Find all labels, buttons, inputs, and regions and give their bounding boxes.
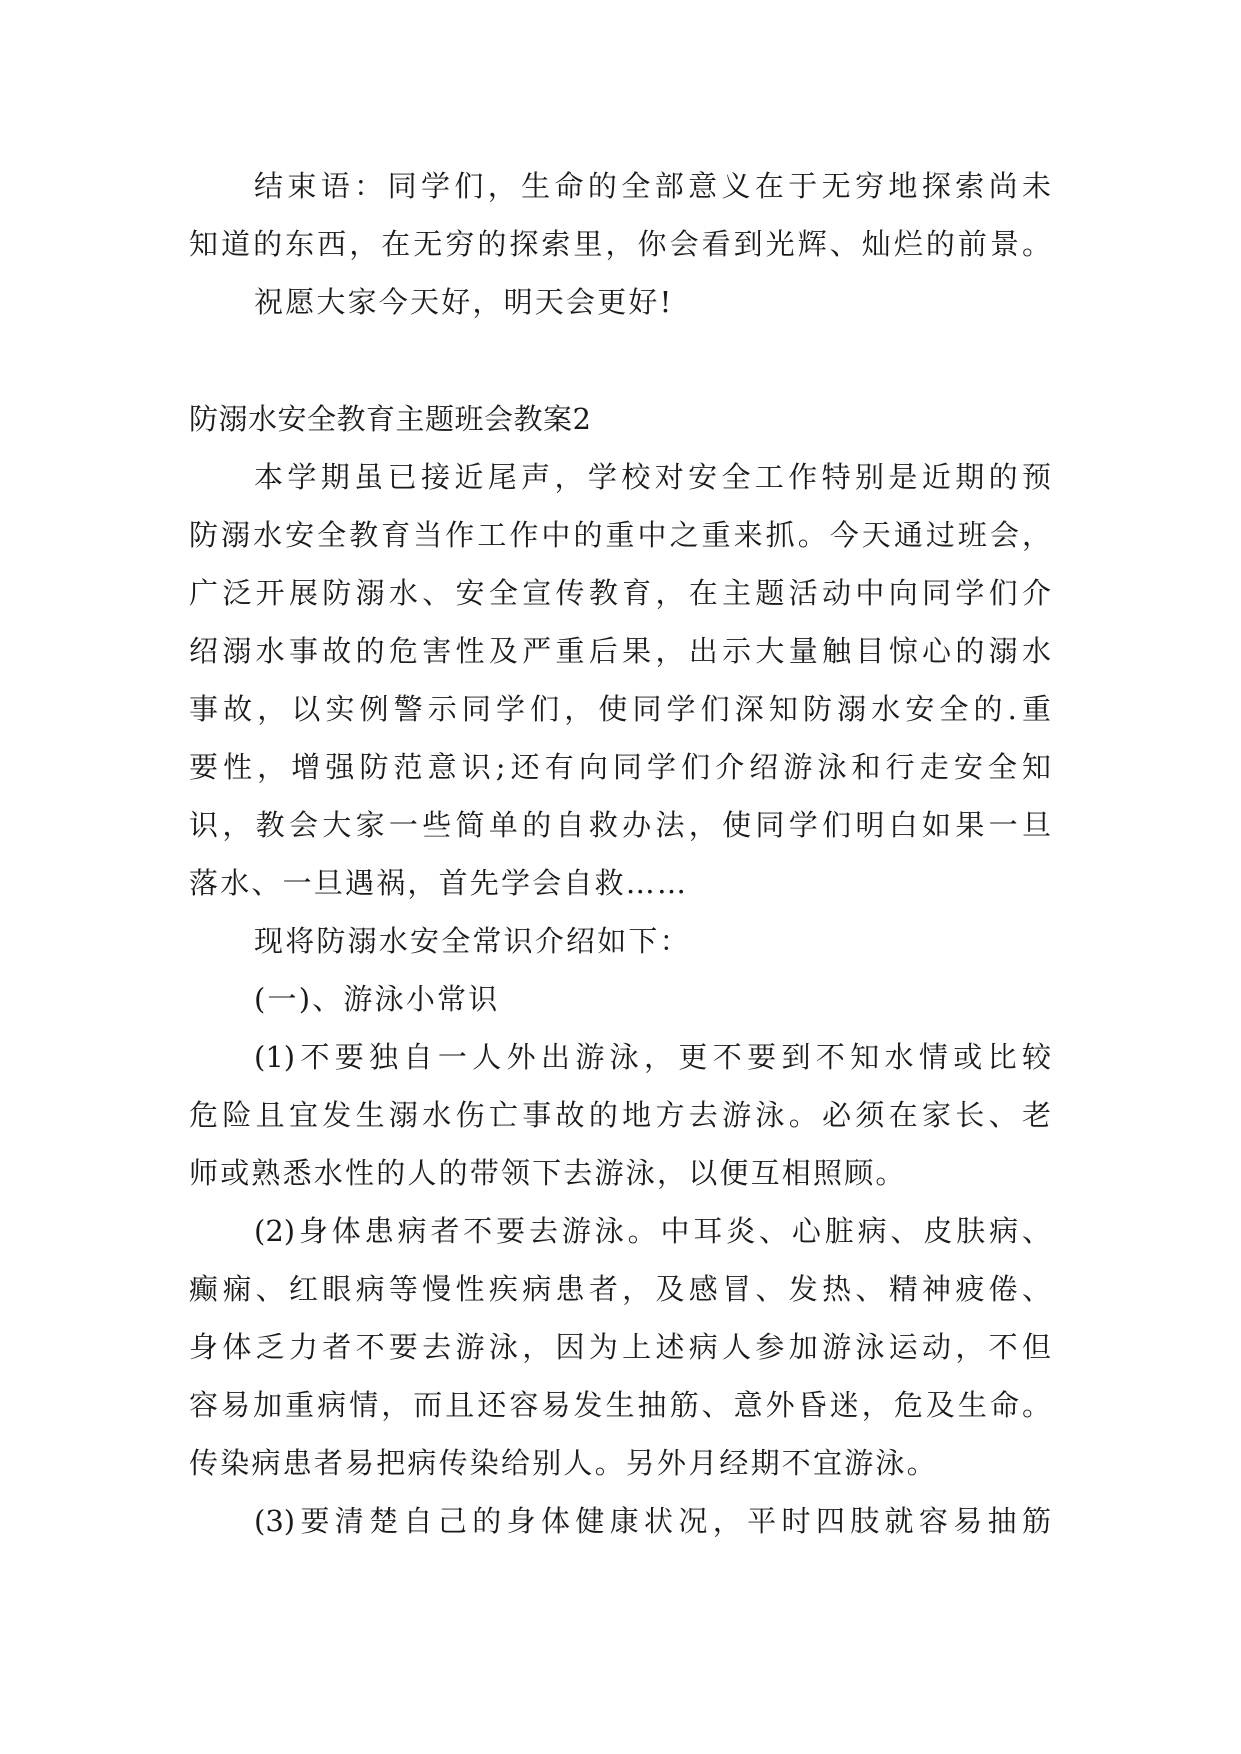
intro-paragraph-line-2: 防溺水安全教育当作工作中的重中之重来抓。今天通过班会， <box>189 518 1051 552</box>
closing-remarks-line-1: 结束语：同学们，生命的全部意义在于无穷地探索尚未 <box>254 169 1051 203</box>
item-3-line-1: (3)要清楚自己的身体健康状况，平时四肢就容易抽筋 <box>254 1504 1051 1538</box>
intro-paragraph-line-4: 绍溺水事故的危害性及严重后果，出示大量触目惊心的溺水 <box>189 634 1051 668</box>
closing-remarks-line-2: 知道的东西，在无穷的探索里，你会看到光辉、灿烂的前景。 <box>189 227 1051 261</box>
item-2-line-4: 容易加重病情，而且还容易发生抽筋、意外昏迷，危及生命。 <box>189 1388 1051 1422</box>
item-2-line-2: 癫痫、红眼病等慢性疾病患者，及感冒、发热、精神疲倦、 <box>189 1272 1051 1306</box>
intro-paragraph-line-8: 落水、一旦遇祸，首先学会自救…… <box>189 866 689 900</box>
item-2-line-5: 传染病患者易把病传染给别人。另外月经期不宜游泳。 <box>189 1446 938 1480</box>
item-1-line-1: (1)不要独自一人外出游泳，更不要到不知水情或比较 <box>254 1040 1051 1074</box>
closing-wish-line: 祝愿大家今天好，明天会更好! <box>254 285 674 319</box>
safety-intro-line: 现将防溺水安全常识介绍如下： <box>254 924 691 958</box>
item-2-line-3: 身体乏力者不要去游泳，因为上述病人参加游泳运动，不但 <box>189 1330 1051 1364</box>
section-heading: 防溺水安全教育主题班会教案2 <box>189 402 592 436</box>
intro-paragraph-line-1: 本学期虽已接近尾声，学校对安全工作特别是近期的预 <box>254 460 1051 494</box>
subsection-heading: (一)、游泳小常识 <box>254 982 500 1016</box>
intro-paragraph-line-6: 要性，增强防范意识;还有向同学们介绍游泳和行走安全知 <box>189 750 1051 784</box>
item-1-line-3: 师或熟悉水性的人的带领下去游泳，以便互相照顾。 <box>189 1156 907 1190</box>
intro-paragraph-line-5: 事故，以实例警示同学们，使同学们深知防溺水安全的.重 <box>189 692 1051 726</box>
item-1-line-2: 危险且宜发生溺水伤亡事故的地方去游泳。必须在家长、老 <box>189 1098 1051 1132</box>
intro-paragraph-line-7: 识，教会大家一些简单的自救办法，使同学们明白如果一旦 <box>189 808 1051 842</box>
item-2-line-1: (2)身体患病者不要去游泳。中耳炎、心脏病、皮肤病、 <box>254 1214 1051 1248</box>
intro-paragraph-line-3: 广泛开展防溺水、安全宣传教育，在主题活动中向同学们介 <box>189 576 1051 610</box>
